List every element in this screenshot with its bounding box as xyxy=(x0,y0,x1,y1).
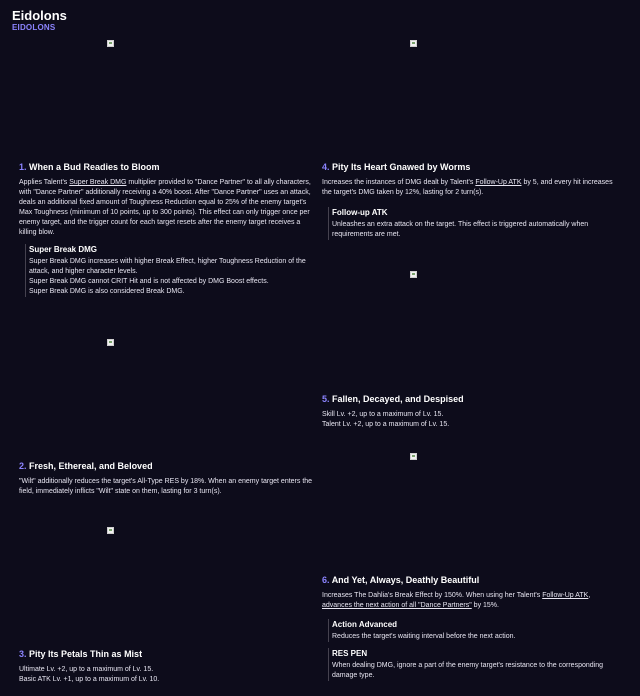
page-title: Eidolons xyxy=(12,8,67,23)
eidolon-card-5 xyxy=(322,393,622,430)
note-title: Super Break DMG xyxy=(29,245,98,254)
note-line: Super Break DMG increases with higher Break Effect, higher Toughness Reduction of the attack, and higher character levels. xyxy=(29,258,306,275)
eidolon-card-3 xyxy=(19,648,315,685)
note-line: Super Break DMG is also considered Break DMG. xyxy=(29,288,185,295)
eidolon-2-name: Fresh, Ethereal, and Beloved xyxy=(29,461,153,471)
desc-text: Increases the instances of DMG dealt by Talent's xyxy=(322,179,476,186)
eidolon-2-title xyxy=(19,460,315,472)
desc-text: , xyxy=(588,592,591,599)
eidolon-2-image-icon xyxy=(107,339,115,347)
note-line: Super Break DMG cannot CRIT Hit and is not affected by DMG Boost effects. xyxy=(29,278,269,285)
note-follow-up-atk xyxy=(328,207,622,240)
eidolon-5-line: Skill Lv. +2, up to a maximum of Lv. 15. xyxy=(322,411,444,418)
action-advanced-link[interactable]: advances the next action of all "Dance Partners" xyxy=(322,602,472,609)
eidolon-card-2 xyxy=(19,460,315,497)
note-title: Action Advanced xyxy=(332,620,398,629)
eidolon-4-title xyxy=(322,161,622,173)
follow-up-atk-link[interactable]: Follow-Up ATK xyxy=(542,592,589,599)
eidolon-2-number: 2. xyxy=(19,461,27,471)
eidolon-5-number: 5. xyxy=(322,394,330,404)
eidolon-4-description xyxy=(322,178,622,198)
desc-text: Applies Talent's xyxy=(19,179,70,186)
eidolon-6-description xyxy=(322,591,622,611)
note-title: RES PEN xyxy=(332,649,368,658)
desc-text: by 15%. xyxy=(471,602,499,609)
eidolon-5-name: Fallen, Decayed, and Despised xyxy=(332,394,464,404)
page-subtitle: EIDOLONS xyxy=(12,23,56,32)
eidolon-4-name: Pity Its Heart Gnawed by Worms xyxy=(332,162,471,172)
eidolon-3-number: 3. xyxy=(19,649,27,659)
desc-text: multiplier provided to "Dance Partner" to all ally characters, with "Dance Partner" additionally receiving a 40% boost. After "Dance Partner" uses an attack, deals an additional fixed amount of Toughness Reduction equal to 25% of the enemy target's Max Toughness (minimum of 10 points, up to 300 points). This effect can only trigger once per enemy target, and the trigger count for each target resets after the enemy target receives a killing blow. xyxy=(19,179,311,236)
eidolon-1-title xyxy=(19,161,315,173)
eidolon-4-image-icon xyxy=(410,40,418,48)
note-super-break-dmg xyxy=(25,244,315,297)
eidolon-5-title xyxy=(322,393,622,405)
eidolon-6-name: And Yet, Always, Deathly Beautiful xyxy=(331,575,480,585)
eidolon-card-6 xyxy=(322,574,622,681)
note-line: When dealing DMG, ignore a part of the enemy target's resistance to the corresponding damage type. xyxy=(332,662,603,679)
eidolon-3-name: Pity Its Petals Thin as Mist xyxy=(29,649,143,659)
eidolon-1-number: 1. xyxy=(19,162,27,172)
eidolon-1-description xyxy=(19,178,315,238)
eidolon-3-title xyxy=(19,648,315,660)
note-title: Follow-up ATK xyxy=(332,208,388,217)
page-header xyxy=(12,9,67,32)
eidolon-3-image-icon xyxy=(107,527,115,535)
eidolon-1-name: When a Bud Readies to Bloom xyxy=(29,162,160,172)
note-action-advanced xyxy=(328,619,622,642)
note-line: Unleashes an extra attack on the target. This effect is triggered automatically when requirements are met. xyxy=(332,221,589,238)
eidolon-2-description: "Wilt" additionally reduces the target's All-Type RES by 18%. When an enemy target enters the field, immediately inflicts "Wilt" state on them, lasting for 3 turn(s). xyxy=(19,478,313,495)
eidolon-3-line: Basic ATK Lv. +1, up to a maximum of Lv. 10. xyxy=(19,676,160,683)
desc-text: Increases The Dahlia's Break Effect by 150%. When using her Talent's xyxy=(322,592,543,599)
note-res-pen xyxy=(328,648,622,681)
eidolon-1-image-icon xyxy=(107,40,115,48)
note-line: Reduces the target's waiting interval before the next action. xyxy=(332,633,516,640)
eidolon-6-title xyxy=(322,574,622,586)
follow-up-atk-link[interactable]: Follow-Up ATK xyxy=(475,179,522,186)
eidolon-3-line: Ultimate Lv. +2, up to a maximum of Lv. 15. xyxy=(19,666,154,673)
eidolon-6-image-icon xyxy=(410,453,418,461)
eidolon-6-number: 6. xyxy=(322,575,330,585)
super-break-dmg-link[interactable]: Super Break DMG xyxy=(69,179,127,186)
eidolon-4-number: 4. xyxy=(322,162,330,172)
eidolon-card-1 xyxy=(19,161,315,297)
desc-text: by 5, and every hit increases the target's DMG taken by 12%, lasting for 2 turn(s). xyxy=(322,179,613,196)
eidolon-card-4 xyxy=(322,161,622,240)
eidolon-5-image-icon xyxy=(410,271,418,279)
eidolon-5-line: Talent Lv. +2, up to a maximum of Lv. 15. xyxy=(322,421,450,428)
